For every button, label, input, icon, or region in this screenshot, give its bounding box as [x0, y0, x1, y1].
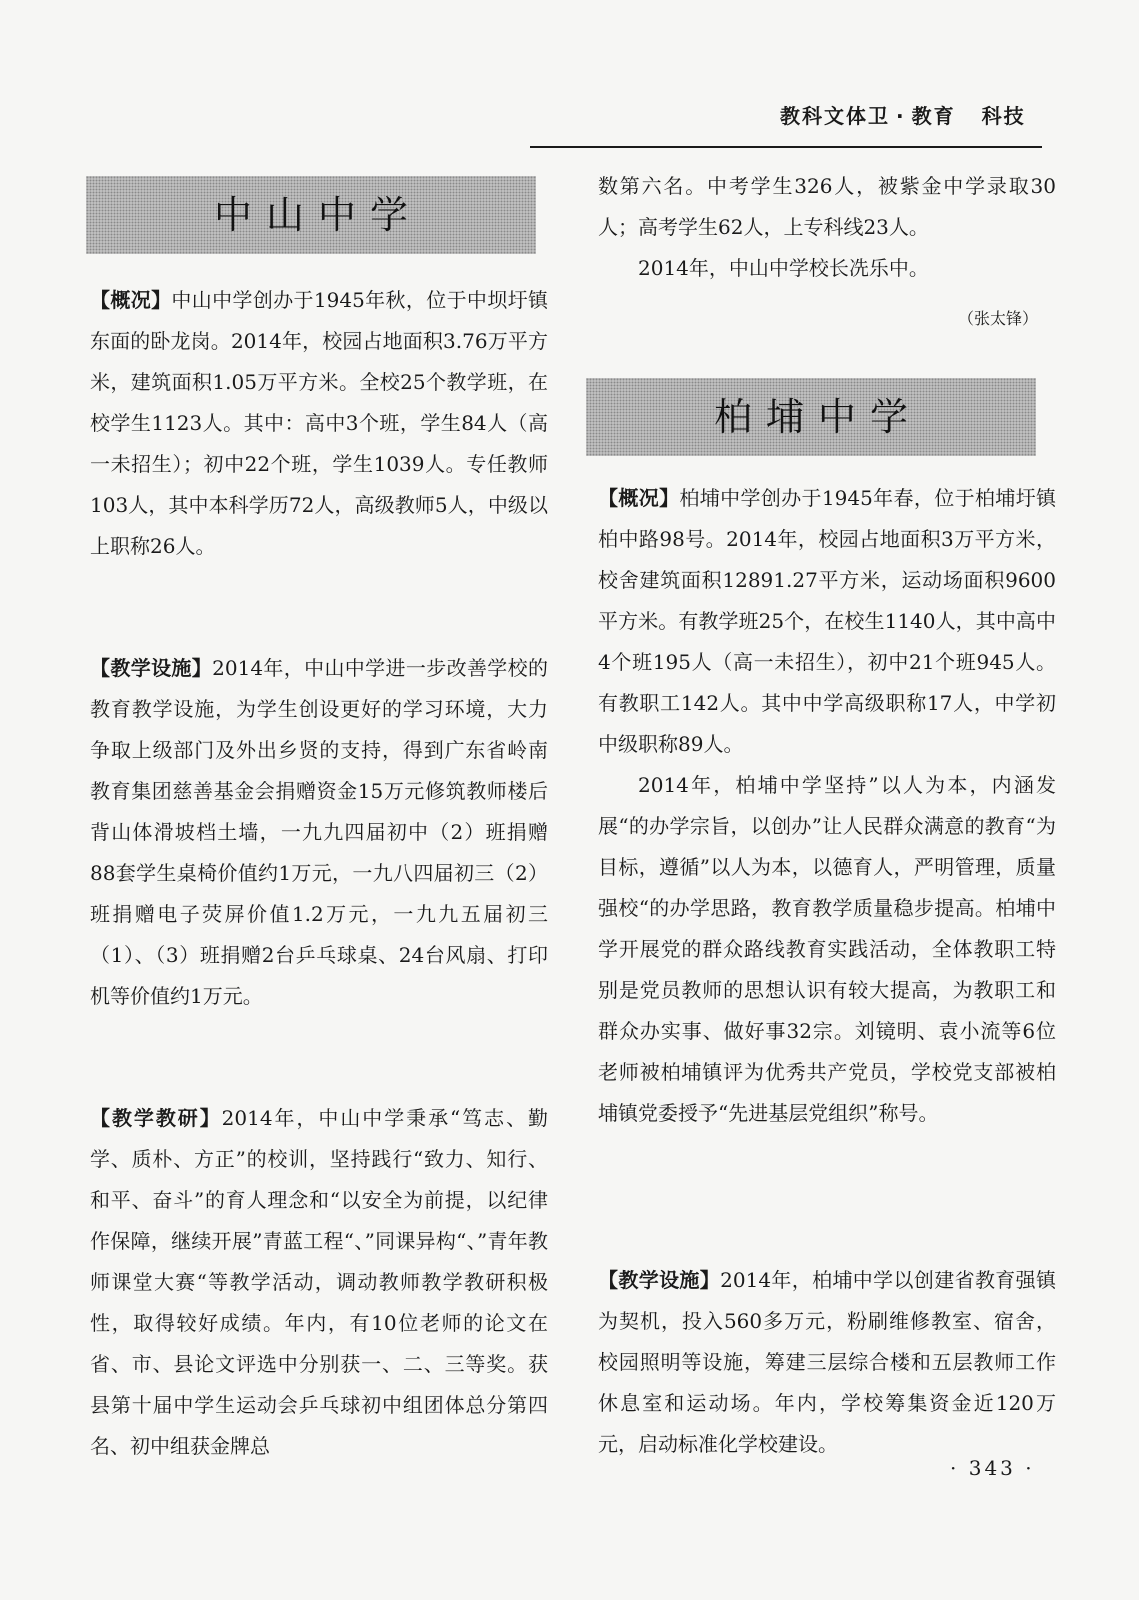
baipu-overview	[598, 478, 1056, 1134]
zhongshan-overview-text: 中山中学创办于1945年秋，位于中坝圩镇东面的卧龙岗。2014年，校园占地面积3.76万平方米，建筑面积1.05万平方米。全校25个教学班，在校学生1123人。其中：高中3个班，学生84人（高一未招生）；初中22个班，学生1039人。专任教师103人，其中本科学历72人，高级教师5人，中级以上职称26人。	[90, 288, 548, 558]
page-number: · 343 ·	[950, 1456, 1035, 1480]
header-section: 教科文体卫	[780, 104, 890, 128]
header-category: 教育	[911, 104, 956, 128]
zhongshan-research-text: 2014年，中山中学秉承“笃志、勤学、质朴、方正”的校训，坚持践行“致力、知行、和平、奋斗”的育人理念和“以安全为前提，以纪律作保障，继续开展”青蓝工程“、”同课异构“、”青年教师课堂大赛“等教学活动，调动教师教学教研积极性，取得较好成绩。年内，有10位老师的论文在省、市、县论文评选中分别获一、二、三等奖。获县第十届中学生运动会乒乓球初中组团体总分第四名、初中组获金牌总	[90, 1106, 549, 1458]
zhongshan-facilities-tag: 【教学设施】	[90, 656, 213, 680]
header-subcategory: 科技	[981, 104, 1026, 128]
zhongshan-title-banner	[86, 176, 536, 254]
zhongshan-facilities-text: 2014年，中山中学进一步改善学校的教育教学设施，为学生创设更好的学习环境，大力争取上级部门及外出乡贤的支持，得到广东省岭南教育集团慈善基金会捐赠资金15万元修筑教师楼后背山体滑坡档土墙，一九九四届初中（2）班捐赠88套学生桌椅价值约1万元，一九八四届初三（2）班捐赠电子荧屏价值1.2万元，一九九五届初三（1）、（3）班捐赠2台乒乓球桌、24台风扇、打印机等价值约1万元。	[90, 656, 549, 1008]
baipu-title-banner	[586, 378, 1036, 456]
baipu-overview-text: 柏埔中学创办于1945年春，位于柏埔圩镇柏中路98号。2014年，校园占地面积3万平方米，校舍建筑面积12891.27平方米，运动场面积9600平方米。有教学班25个，在校生1140人，其中高中4个班195人（高一未招生），初中21个班945人。有教职工142人。其中中学高级职称17人，中学初中级职称89人。	[598, 486, 1056, 756]
header-separator: ·	[896, 104, 906, 128]
baipu-facilities-text: 2014年，柏埔中学以创建省教育强镇为契机，投入560多万元，粉刷维修教室、宿舍，校园照明等设施，筹建三层综合楼和五层教师工作休息室和运动场。年内，学校筹集资金近120万元，启动标准化学校建设。	[598, 1268, 1057, 1456]
zhongshan-facilities	[90, 648, 548, 1017]
zhongshan-overview-tag: 【概况】	[90, 288, 172, 312]
header-rule	[530, 146, 1042, 148]
baipu-title: 柏埔中学	[713, 394, 922, 439]
zhongshan-continued	[598, 166, 1056, 289]
baipu-facilities-tag: 【教学设施】	[598, 1268, 721, 1292]
zhongshan-overview	[90, 280, 548, 567]
zhongshan-research	[90, 1098, 548, 1467]
zhongshan-continued-text: 数第六名。中考学生326人，被紫金中学录取30人；高考学生62人，上专科线23人。	[598, 174, 1056, 239]
running-header	[780, 100, 1026, 129]
baipu-overview-text2: 2014年，柏埔中学坚持”以人为本，内涵发展“的办学宗旨，以创办”让人民群众满意的教育“为目标，遵循”以人为本，以德育人，严明管理，质量强校“的办学思路，教育教学质量稳步提高。柏埔中学开展党的群众路线教育实践活动，全体教职工特别是党员教师的思想认识有较大提高，为教职工和群众办实事、做好事32宗。刘镜明、袁小流等6位老师被柏埔镇评为优秀共产党员，学校党支部被柏埔镇党委授予“先进基层党组织”称号。	[598, 773, 1056, 1125]
baipu-overview-tag: 【概况】	[598, 486, 680, 510]
author-credit: （张太锋）	[958, 309, 1039, 328]
zhongshan-title: 中山中学	[213, 192, 422, 237]
baipu-facilities	[598, 1260, 1056, 1465]
zhongshan-principal-text: 2014年，中山中学校长冼乐中。	[638, 256, 929, 280]
zhongshan-research-tag: 【教学教研】	[90, 1106, 222, 1130]
